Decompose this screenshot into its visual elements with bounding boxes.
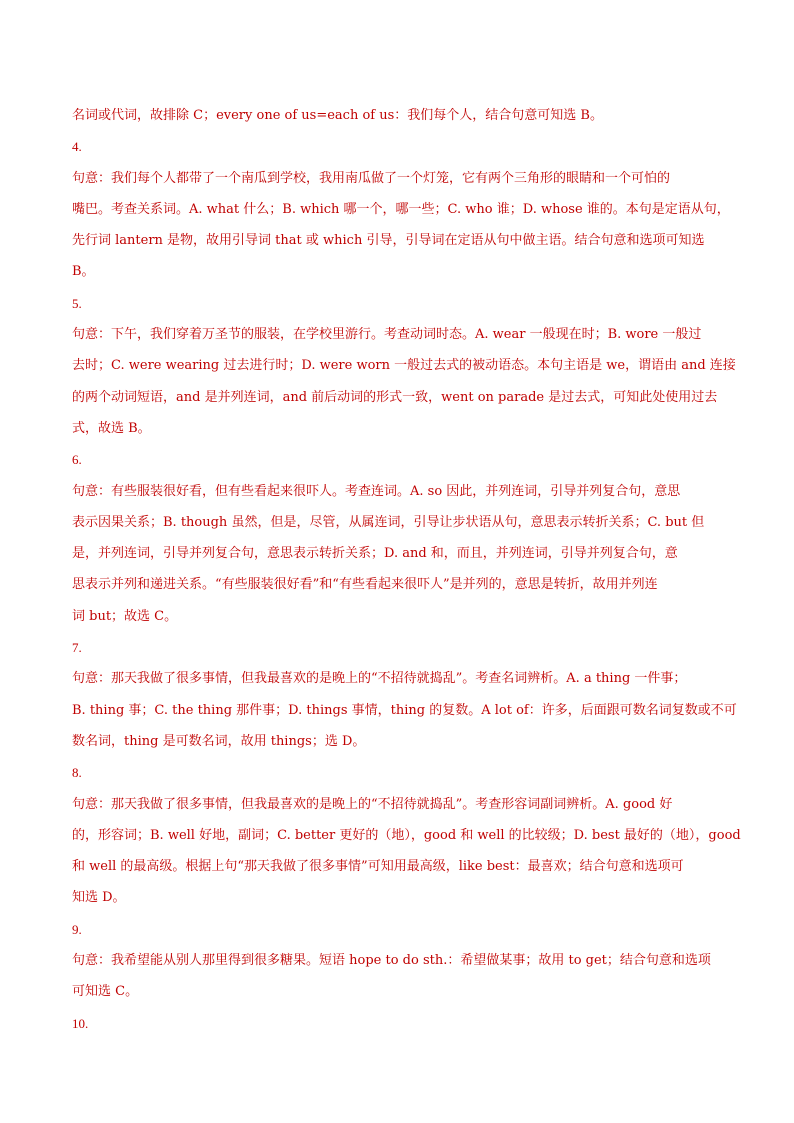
text-line: 句意：有些服装很好看，但有些看起来很吓人。考查连词。A. so 因此，并列连词，引导并列复合句，意思 (72, 483, 681, 499)
text-line: 去时；C. were wearing 过去进行时；D. were worn 一般过去式的被动语态。本句主语是 we，谓语由 and 连接 (72, 358, 736, 374)
text-line: 式，故选 B。 (72, 420, 151, 436)
text-line: 句意：我希望能从别人那里得到很多糖果。短语 hope to do sth.：希望做某事；故用 to get；结合句意和选项 (72, 953, 711, 969)
question-number: 10. (72, 1015, 89, 1031)
text-line: 表示因果关系；B. though 虽然，但是，尽管，从属连词，引导让步状语从句，意思表示转折关系；C. but 但 (72, 514, 705, 530)
text-line: 句意：下午，我们穿着万圣节的服装，在学校里游行。考查动词时态。A. wear 一般现在时；B. wore 一般过 (72, 327, 702, 343)
text-line: 名词或代词，故排除 C；every one of us=each of us：我们每个人，结合句意可知选 B。 (72, 108, 603, 123)
text-line: 可知选 C。 (72, 984, 139, 1000)
text-line: 句意：那天我做了很多事情，但我最喜欢的是晚上的“不招待就捣乱”。考查名词辨析。A. a thing 一件事； (72, 671, 687, 687)
question-number: 9. (72, 921, 82, 937)
question-number: 8. (72, 765, 82, 781)
question-number: 5. (72, 295, 82, 311)
text-line: 和 well 的最高级。根据上句“那天我做了很多事情”可知用最高级，like best：最喜欢；结合句意和选项可 (72, 859, 684, 875)
text-line: 先行词 lantern 是物，故用引导词 that 或 which 引导，引导词在定语从句中做主语。结合句意和选项可知选 (72, 233, 705, 249)
text-line: 是，并列连词，引导并列复合句，意思表示转折关系；D. and 和，而且，并列连词，引导并列复合句，意 (72, 546, 678, 562)
text-line: 思表示并列和递进关系。“有些服装很好看”和“有些看起来很吓人”是并列的，意思是转折，故用并列连 (72, 577, 658, 593)
text-line: 词 but；故选 C。 (72, 608, 178, 624)
text-line: 的，形容词；B. well 好地，副词；C. better 更好的（地），good 和 well 的比较级；D. best 最好的（地），good (72, 827, 741, 843)
text-line: 句意：我们每个人都带了一个南瓜到学校，我用南瓜做了一个灯笼，它有两个三角形的眼睛和一个可怕的 (72, 170, 671, 186)
text-line: 知选 D。 (72, 890, 126, 906)
question-number: 4. (72, 139, 82, 155)
text-line: B. thing 事；C. the thing 那件事；D. things 事情，thing 的复数。A lot of：许多，后面跟可数名词复数或不可 (72, 702, 737, 718)
text-line: B。 (72, 264, 95, 280)
text-line: 数名词，thing 是可数名词，故用 things；选 D。 (72, 733, 366, 749)
question-number: 6. (72, 452, 82, 468)
text-line: 的两个动词短语，and 是并列连词，and 前后动词的形式一致，went on parade 是过去式，可知此处使用过去 (72, 389, 718, 405)
text-line: 嘴巴。考查关系词。A. what 什么；B. which 哪一个，哪一些；C. who 谁；D. whose 谁的。本句是定语从句， (72, 201, 730, 217)
question-number: 7. (72, 640, 82, 656)
answer-explanations (72, 100, 741, 1039)
text-line: 句意：那天我做了很多事情，但我最喜欢的是晚上的“不招待就捣乱”。考查形容词副词辨析。A. good 好 (72, 796, 673, 812)
